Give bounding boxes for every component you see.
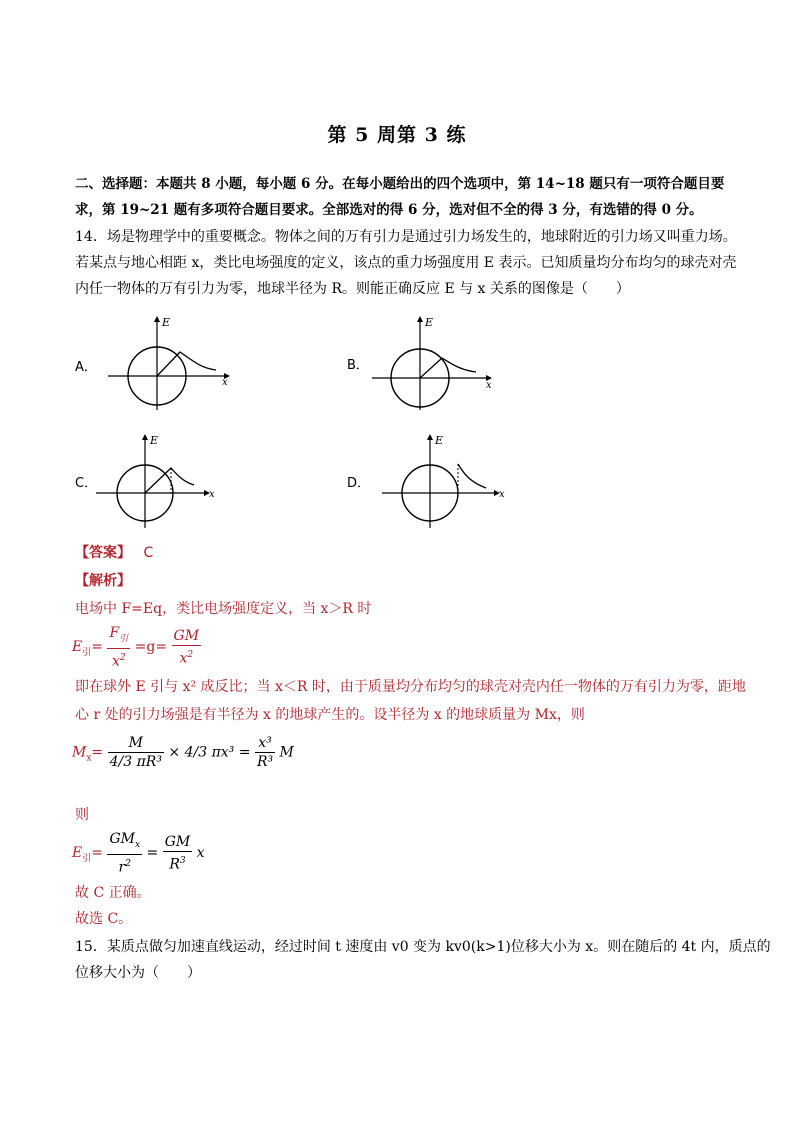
option-d-label[interactable]: D． xyxy=(347,476,371,491)
analysis-line2: 即在球外 E 引与 x² 成反比；当 x＜R 时，由于质量均分布均匀的球壳对壳内任一物体的万有引力为零，距地 xyxy=(75,679,746,695)
option-b-x-label: x xyxy=(486,380,492,391)
option-b-e-label: E xyxy=(425,316,434,329)
option-a-label[interactable]: A． xyxy=(75,360,97,375)
analysis-tag: 【解析】 xyxy=(75,573,131,589)
option-a-graph[interactable] xyxy=(100,312,240,412)
option-c-graph[interactable] xyxy=(92,430,232,530)
option-b-label[interactable]: B． xyxy=(347,358,369,373)
option-d-x-label: x xyxy=(499,489,505,500)
analysis-line4: 则 xyxy=(75,807,89,823)
section-instructions-line2: 求，第 19~21 题有多项符合题目要求。全部选对的得 6 分，选对但不全的得 3 分，有选错的得 0 分。 xyxy=(75,202,703,218)
option-c-e-label: E xyxy=(150,434,159,447)
equation-1: $E_引=$ $\frac{F_引}{x^2}$ =g= $\frac{GM}{x^2}$ xyxy=(72,625,200,670)
option-c-x-label: x xyxy=(209,489,215,500)
q15-line1: 15．某质点做匀加速直线运动，经过时间 t 速度由 v0 变为 kv0(k>1)位移大小为 x。则在随后的 4t 内，质点的 xyxy=(75,939,771,955)
option-c-label[interactable]: C． xyxy=(75,476,98,491)
analysis-line5: 故 C 正确。 xyxy=(75,885,151,901)
option-d-graph[interactable] xyxy=(378,430,518,530)
option-b-graph[interactable] xyxy=(368,312,508,412)
analysis-line6: 故选 C。 xyxy=(75,911,133,927)
answer-row xyxy=(75,542,153,562)
q14-line3: 内任一物体的万有引力为零，地球半径为 R。则能正确反应 E 与 x 关系的图像是（ ） xyxy=(75,281,630,297)
q15-line2: 位移大小为（ ） xyxy=(75,965,201,981)
equation-2: $M_x=$ $\frac{M}{\text{4/3 πR³}}$ × 4/3 πx³ = $\frac{\text{x³}}{\text{R³}}$ M xyxy=(72,735,294,770)
option-d-e-label: E xyxy=(435,434,444,447)
q14-line2: 若某点与地心相距 x，类比电场强度的定义，该点的重力场强度用 E 表示。已知质量均分布均匀的球壳对壳 xyxy=(75,255,737,271)
answer-tag: 【答案】 xyxy=(75,545,131,561)
equation-3: $E_引=$ $\frac{GM_x}{r^2}$ = $\frac{GM}{R^3}$ x xyxy=(72,831,205,876)
answer-value: C xyxy=(143,545,154,561)
analysis-line3: 心 r 处的引力场强是有半径为 x 的地球产生的。设半径为 x 的地球质量为 Mx，则 xyxy=(75,707,585,723)
option-a-e-label: E xyxy=(162,316,171,329)
section-instructions-line1: 二、选择题：本题共 8 小题，每小题 6 分。在每小题给出的四个选项中，第 14~18 题只有一项符合题目要 xyxy=(75,176,725,192)
option-a-x-label: x xyxy=(222,377,228,388)
q14-line1: 14．场是物理学中的重要概念。物体之间的万有引力是通过引力场发生的，地球附近的引力场又叫重力场。 xyxy=(75,229,737,245)
page-title: 第 5 周第 3 练 xyxy=(327,124,467,146)
analysis-line1: 电场中 F=Eq，类比电场强度定义，当 x＞R 时 xyxy=(75,601,372,617)
